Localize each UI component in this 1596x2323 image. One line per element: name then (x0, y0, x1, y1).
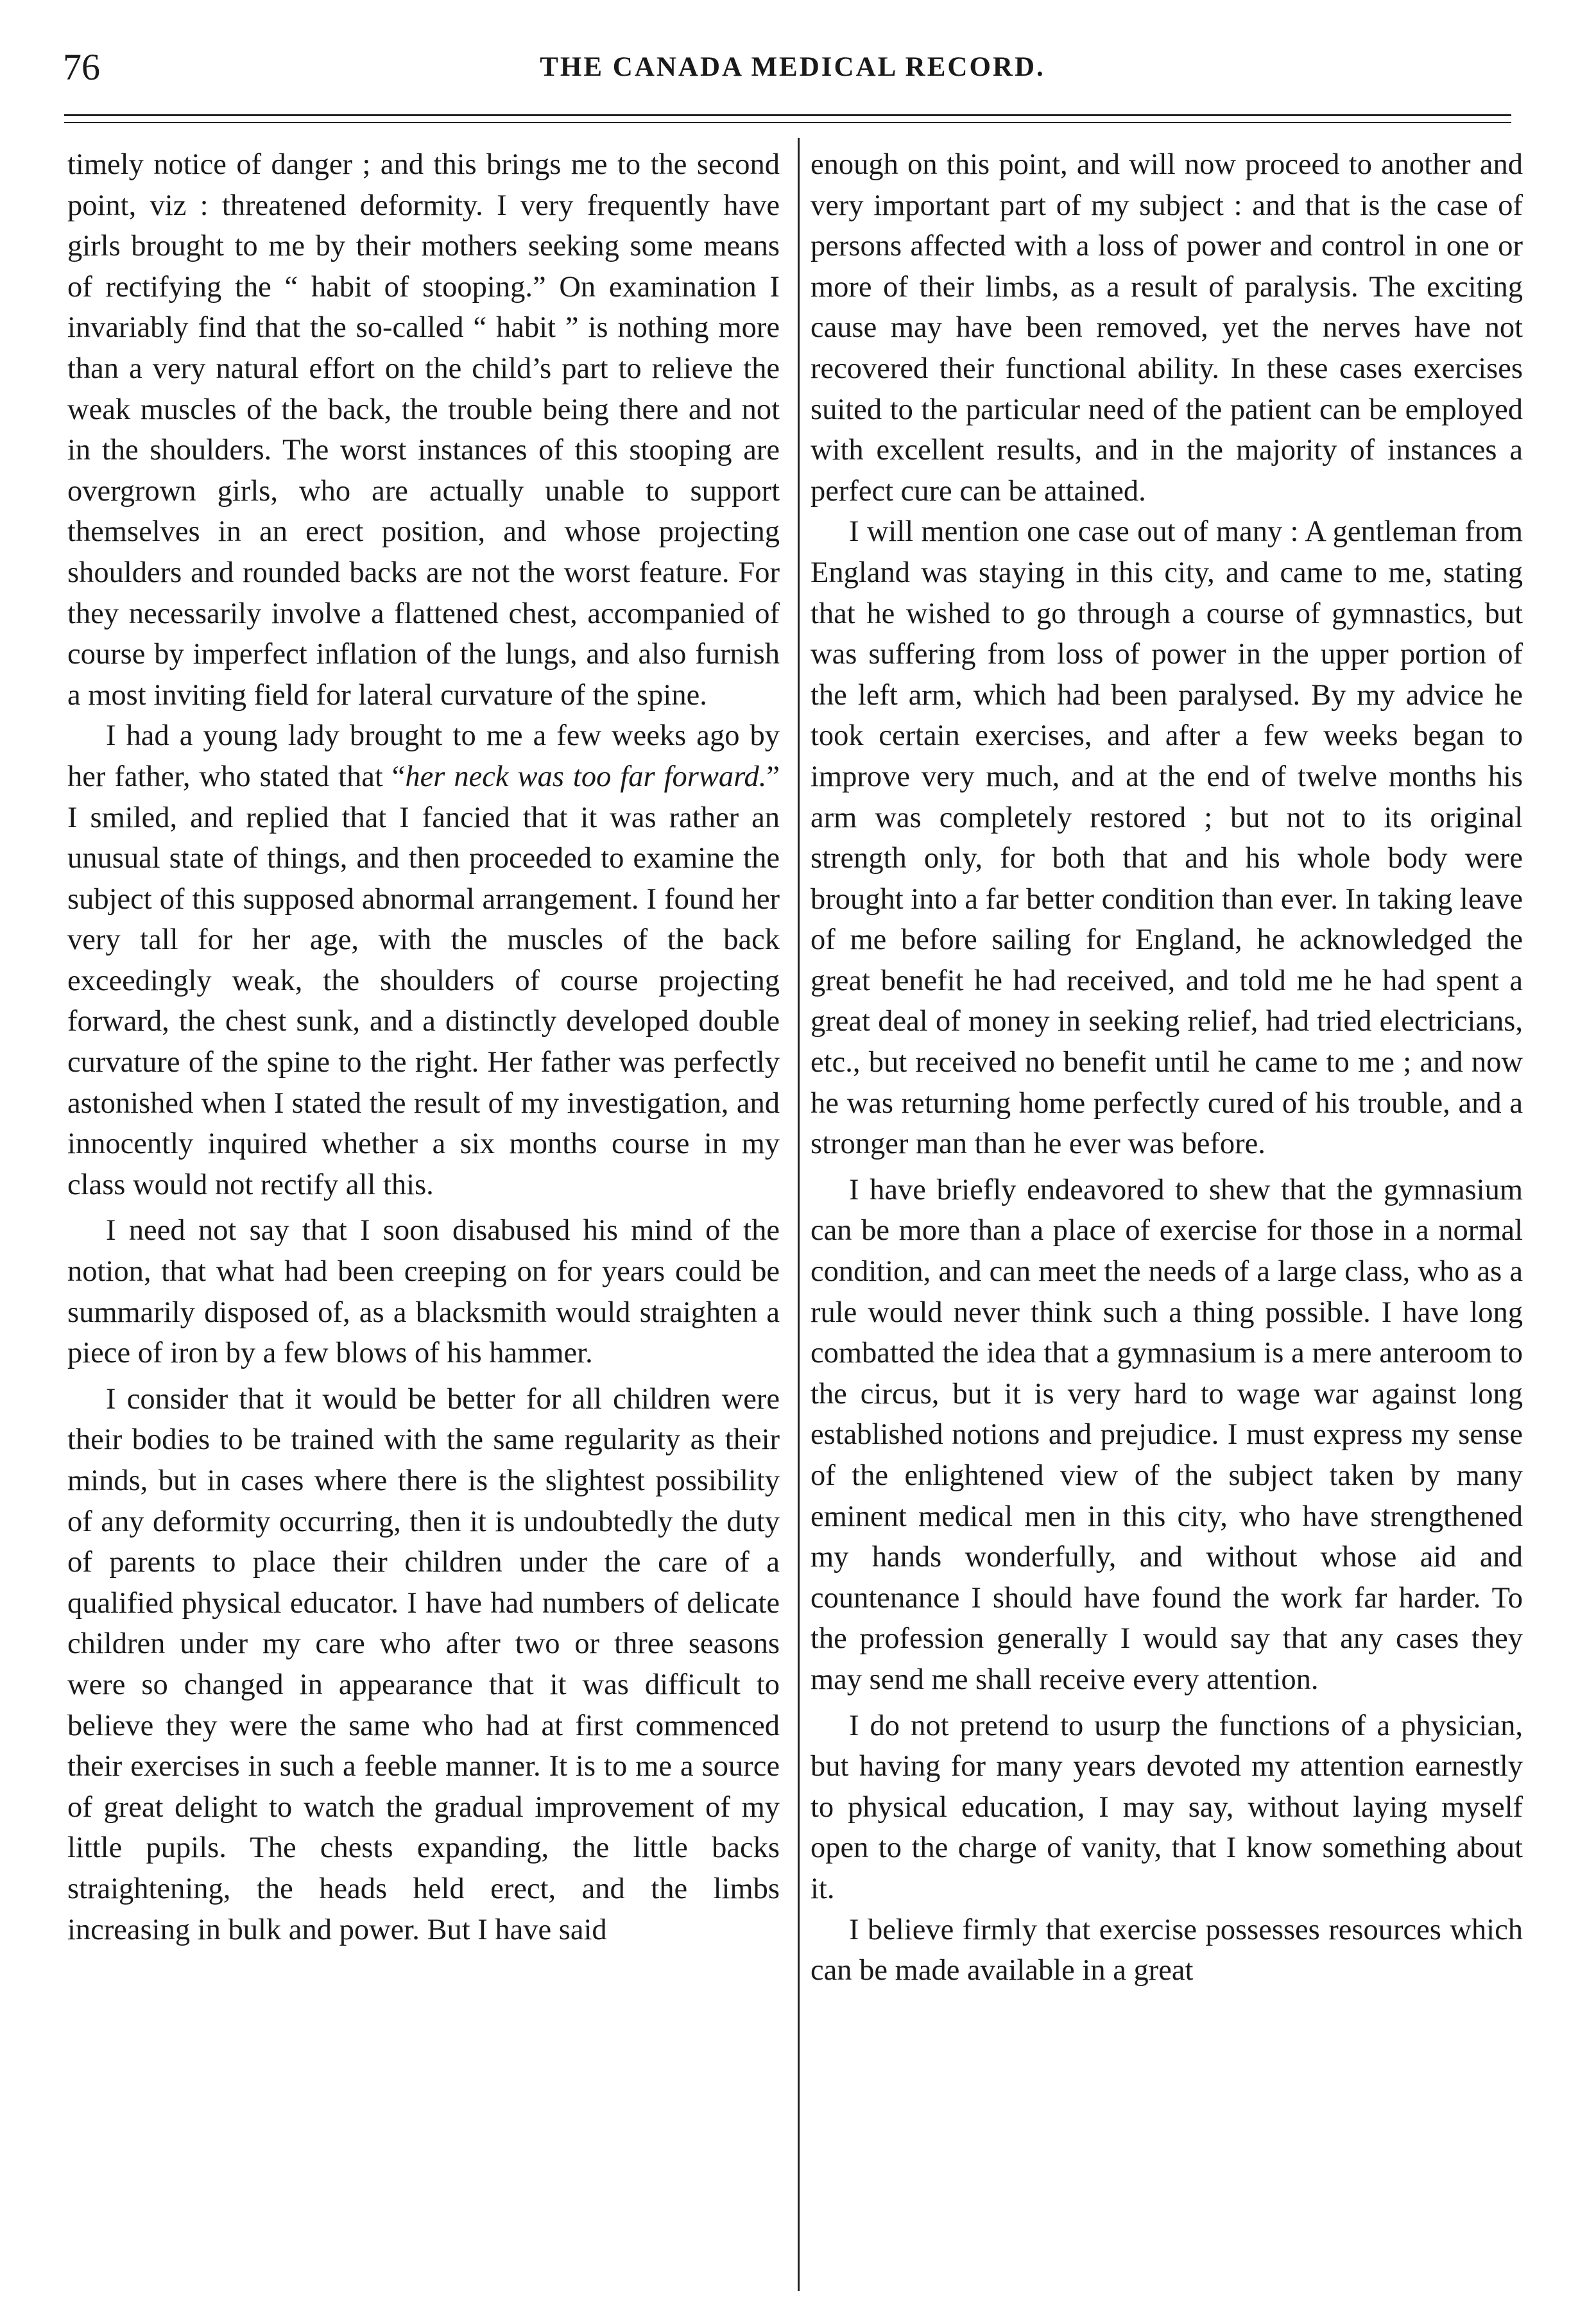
paragraph: I will mention one case out of many : A gentleman from England was staying in this city, and came to me, stating that he wished to go through a course of gymnastics, but was suffering from loss of power in the upper portion of the left arm, which had been paralysed. By my advice he took certain exercises, and after a few weeks began to improve very much, and at the end of twelve months his arm was completely restored ; but not to its original strength only, for both that and his whole body were brought into a far better condition than ever. In taking leave of me before sailing for England, he acknowledged the great benefit he had received, and told me he had spent a great deal of money in seeking relief, had tried electricians, etc., but received no benefit until he came to me ; and now he was returning home perfectly cured of his trouble, and a stronger man than he ever was before. (811, 515, 1523, 1161)
paragraph: timely notice of danger ; and this brings me to the second point, viz : threatened deformity. I very frequently have girls brought to me by their mothers seeking some means of rectifying the “ habit of stooping.” On examination I invariably find that the so-called “ habit ” is nothing more than a very natural effort on the child’s part to relieve the weak muscles of the back, the trouble being there and not in the shoulders. The worst instances of this stooping are overgrown girls, who are actually unable to support themselves in an erect position, and whose projecting shoulders and rounded backs are not the worst feature. For they necessarily involve a flattened chest, accompanied of course by imperfect inflation of the lungs, and also furnish a most inviting field for lateral curvature of the spine. (67, 148, 780, 712)
header-rule (64, 114, 1511, 116)
paragraph (67, 716, 780, 1205)
paragraph: I consider that it would be better for all children were their bodies to be trained with the same regularity as their minds, but in cases where there is the slightest possibility of any deformity occurring, then it is undoubtedly the duty of parents to place their children under the care of a qualified physical educator. I have had numbers of delicate children under my care who after two or three seasons were so changed in appearance that it was difficult to believe they were the same who had at first commenced their exercises in such a feeble manner. It is to me a source of great delight to watch the gradual improvement of my little pupils. The chests expanding, the little backs straightening, the heads held erect, and the limbs increasing in bulk and power. But I have said (67, 1382, 780, 1946)
paragraph: enough on this point, and will now proceed to another and very important part of my subject : and that is the case of persons affected with a loss of power and control in one or more of their limbs, as a result of paralysis. The exciting cause may have been removed, yet the nerves have not recovered their functional ability. In these cases exercises suited to the particular need of the patient can be employed with excellent results, and in the majority of instances a perfect cure can be attained. (811, 148, 1523, 508)
paragraph: I have briefly endeavored to shew that the gymnasium can be more than a place of exercise for those in a normal condition, and can meet the needs of a large class, who as a rule would never think such a thing possible. I have long combatted the idea that a gymnasium is a mere anteroom to the circus, but it is very hard to wage war against long established notions and prejudice. I must express my sense of the enlightened view of the subject taken by many eminent medical men in this city, who have strengthened my hands wonderfully, and without whose aid and countenance I should have found the work far harder. To the profession generally I would say that any cases they may send me shall receive every attention. (811, 1173, 1523, 1696)
page-number: 76 (63, 46, 100, 88)
left-column (67, 144, 780, 1950)
header-rule-thin (64, 122, 1511, 123)
paragraph-text: I had a young lady brought to me a few weeks ago by her father, who stated that “ (67, 719, 780, 793)
right-column (811, 144, 1523, 1991)
paragraph-text: ” I smiled, and replied that I fancied that it was rather an unusual state of things, and then proceeded to examine the subject of this supposed abnormal arrangement. I found her very tall for her age, with the muscles of the back exceedingly weak, the shoulders of course projecting forward, the chest sunk, and a distinctly developed double curvature of the spine to the right. Her father was perfectly astonished when I stated the result of my investigation, and innocently inquired whether a six months course in my class would not rectify all this. (67, 760, 780, 1201)
paragraph: I do not pretend to usurp the functions of a physician, but having for many years devoted my attention earnestly to physical education, I may say, without laying myself open to the charge of vanity, that I know something about it. (811, 1709, 1523, 1905)
italic-quote: her neck was too far forward. (405, 760, 767, 793)
column-divider (798, 138, 800, 2291)
running-title: THE CANADA MEDICAL RECORD. (540, 52, 1045, 82)
paragraph: I believe firmly that exercise possesses resources which can be made available in a great (811, 1913, 1523, 1987)
page-header (45, 45, 1540, 90)
paragraph: I need not say that I soon disabused his mind of the notion, that what had been creeping on for years could be summarily disposed of, as a blacksmith would straighten a piece of iron by a few blows of his hammer. (67, 1214, 780, 1370)
